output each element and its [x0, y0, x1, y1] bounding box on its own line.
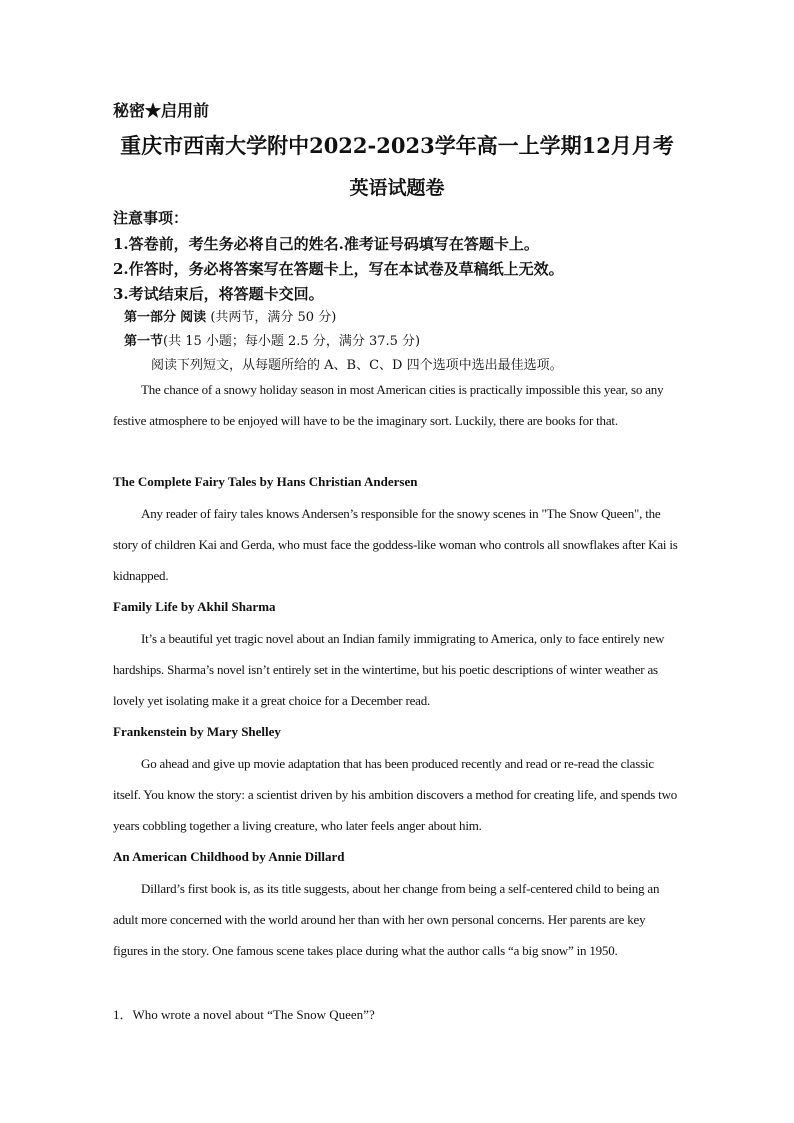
- question-1: 1．Who wrote a novel about “The Snow Queen”?: [113, 1007, 375, 1022]
- book-heading-sharma: Family Life by Akhil Sharma: [113, 599, 276, 614]
- section-one-title: 第一节: [124, 334, 164, 349]
- exam-title: 重庆市西南大学附中2022-2023学年高一上学期12月月考: [120, 133, 674, 158]
- book-text-dillard: Dillard’s first book is, as its title suggests, about her change from being a self-centered child to being an adult more concerned with the world around her than with her own personal concerns. Her parents are key figures in the story. One famous scene takes place during what the author calls “a big snow” in 1950.: [113, 881, 660, 958]
- intro-paragraph: The chance of a snowy holiday season in most American cities is practically impossible this year, so any festive atmosphere to be enjoyed will have to be the imaginary sort. Luckily, there are books for that.: [113, 382, 664, 428]
- confidential-label: 秘密★启用前: [113, 101, 210, 120]
- part-one-line: [124, 306, 336, 325]
- reading-instruction: 阅读下列短文，从每题所给的 A、B、C、D 四个选项中选出最佳选项。: [151, 358, 563, 373]
- part-one-name: 阅读: [180, 310, 207, 325]
- part-one-title: 第一部分: [124, 310, 177, 325]
- book-text-sharma: It’s a beautiful yet tragic novel about an Indian family immigrating to America, only to face entirely new hardships. Sharma’s novel isn’t entirely set in the wintertime, but his poetic descriptions of winter weather as lovely yet isolating make it a great choice for a December read.: [113, 631, 665, 708]
- book-text-shelley: Go ahead and give up movie adaptation that has been produced recently and read or re-read the classic itself. You know the story: a scientist driven by his ambition discovers a method for creating life, and spends two years cobbling together a living creature, who later feels anger about him.: [113, 756, 678, 833]
- part-one-detail: (共两节，满分 50 分): [210, 310, 337, 325]
- notice-item-3: 3.考试结束后，将答题卡交回。: [113, 285, 324, 303]
- book-heading-shelley: Frankenstein by Mary Shelley: [113, 724, 281, 739]
- notice-heading: 注意事项：: [113, 209, 189, 227]
- notice-item-2: 2.作答时，务必将答案写在答题卡上，写在本试卷及草稿纸上无效。: [113, 260, 564, 278]
- book-heading-dillard: An American Childhood by Annie Dillard: [113, 849, 345, 864]
- section-one-line: [124, 330, 420, 349]
- section-one-detail: (共 15 小题；每小题 2.5 分，满分 37.5 分): [163, 334, 421, 349]
- exam-subtitle: 英语试题卷: [349, 177, 445, 199]
- book-heading-andersen: The Complete Fairy Tales by Hans Christian Andersen: [113, 474, 418, 489]
- notice-item-1: 1.答卷前，考生务必将自己的姓名.准考证号码填写在答题卡上。: [113, 235, 539, 253]
- book-text-andersen: Any reader of fairy tales knows Andersen’s responsible for the snowy scenes in "The Snow Queen", the story of children Kai and Gerda, who must face the goddess-like woman who controls all snowflakes after Kai is kidnapped.: [113, 506, 678, 583]
